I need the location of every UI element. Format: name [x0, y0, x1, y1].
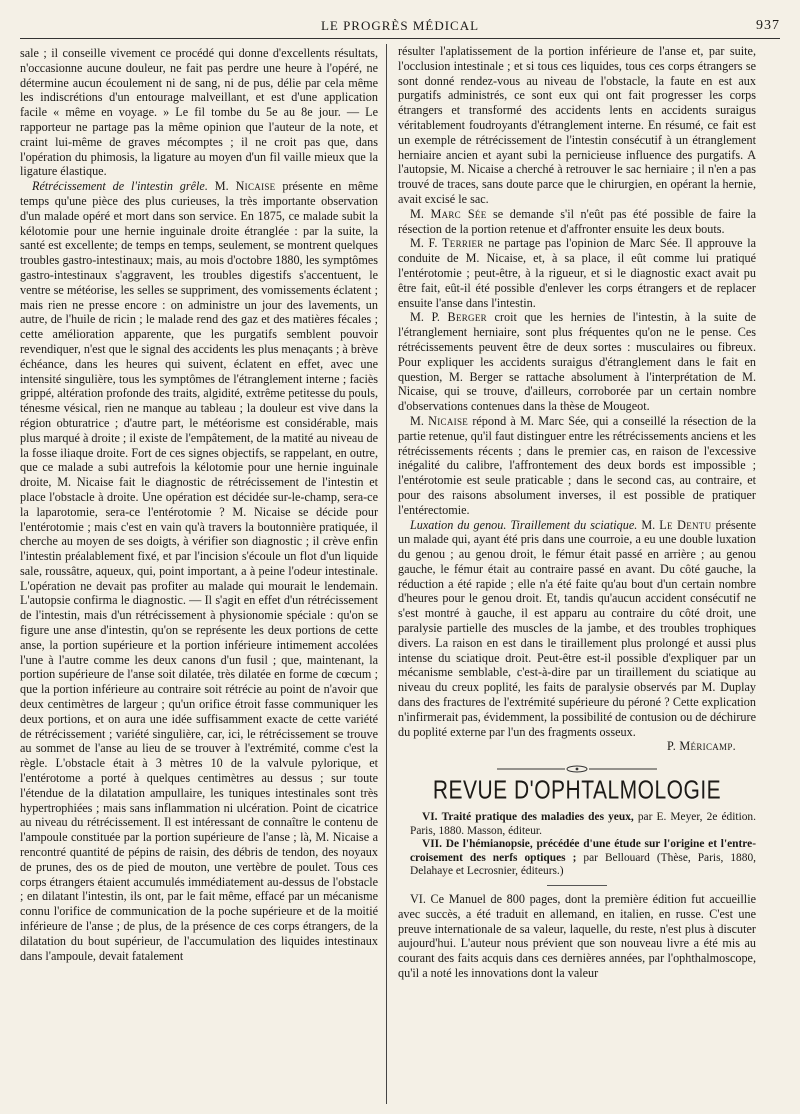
- paragraph-marc-see: [398, 207, 756, 237]
- section-title-luxation: Luxation du genou. Tiraillement du sciatique.: [410, 517, 638, 532]
- paragraph-phimosis: sale ; il conseille vivement ce procédé qui donne d'excellents résultats, n'occasionne aucune douleur, ne fait pas perdre une heure à l'opéré, ne détermine aucun écoulement ni de sang, ni de pus, délie par cela même les indiscrétions d'un entourage malveillant, et est d'une application facile « même en voyage. » Le fil tombe du 5e au 8e jour. — Le rapporteur ne partage pas la même opinion que l'auteur de la note, et craint lui-même de graves mécomptes ; il ne croit pas que, dans l'opération du phimosis, la ligature au moyen d'un fil vaille mieux que la ligature élastique.: [20, 46, 378, 179]
- ornament-rule: [497, 764, 657, 774]
- header-rule: [20, 38, 780, 39]
- journal-title: LE PROGRÈS MÉDICAL: [320, 18, 480, 33]
- running-header: [20, 16, 780, 38]
- speaker-prefix: M. F.: [410, 236, 438, 251]
- paragraph-terrier: [398, 236, 756, 310]
- right-column: [398, 44, 756, 1104]
- bibliography-entry: [398, 811, 756, 838]
- paragraph-retrecissement: [20, 179, 378, 963]
- bibliography-entry: [398, 838, 756, 879]
- column-divider: [386, 44, 387, 1104]
- speaker-prefix: M.: [410, 413, 424, 428]
- separator: [547, 885, 607, 886]
- paragraph-text: croit que les hernies de l'intestin, à la suite de l'étranglement herniaire, sont plus fréquentes qu'on ne le pense. Ces rétrécissements peuvent être de deux sortes : musculaires ou fibreux. Pour expliquer les accidents suraigus d'étranglement dans le fait en question, M. Berger se rattache absolument à l'interprétation de M. Nicaise, qui se trouve, d'ailleurs, corroborée par un certain nombre d'observations contenues dans la thèse de Mougeot.: [398, 310, 756, 414]
- paragraph-text: se demande s'il n'eût pas été possible de faire la résection de la portion retenue et d'affronter ensuite les deux bouts.: [398, 206, 756, 236]
- paragraph-luxation: [398, 518, 756, 740]
- left-column: [20, 46, 378, 1106]
- speaker-name: Nicaise: [428, 413, 469, 428]
- paragraph-continuation: résulter l'aplatissement de la portion inférieure de l'anse et, par suite, l'occlusion intestinale ; et si tous ces liquides, tous ces corps étrangers se sont donné rendez-vous au niveau de l'obstacle, la faute en est aux purgatifs administrés, ce sont eux qui ont fait progresser les corps étrangers et transformé des accidents lents en accidents suraigus véritablement foudroyants d'étranglement interne. En résumé, ce fait est un exemple de rétrécissement de l'intestin consécutif à un étranglement herniaire ancien et ayant subi la pernicieuse influence des purgatifs. A l'autopsie, M. Nicaise a cherché à retrouver le sac herniaire ; il n'en a pas trouvé de traces, sans doute parce que le chirurgien, en opérant la hernie, avait excisé le sac.: [398, 44, 756, 206]
- paragraph-text: présente en même temps qu'une pièce des plus curieuses, la très importante observation d'un malade opéré et mort dans son service. En 1875, ce malade subit la kélotomie pour une hernie inguinale droite étranglée : par la suite, la santé est excellente; de temps en temps, seulement, se montrent quelques troubles gastro-intestinaux; mais, au mois d'octobre 1880, les symptômes gastro-intestinaux s'aggravent, les troubles digestifs s'accentuent, le ventre se météorise, les selles se suppriment, des vomissements éclatent ; mais rien ne presse encore : on administre un jour des lavements, un autre, de l'huile de ricin ; le malade rend des gaz et des matières fécales ; cette amélioration apparente, que les purgatifs semblent pouvoir revendiquer, n'est que le signal des accidents les plus menaçants ; à brève échéance, dans les heures qui suivent, éclatent en effet, avec une intensité singulière, tous les symptômes de l'étranglement interne ; faciès grippé, altération profonde des traits, algidité, extrême petitesse du pouls, ténesme vésical, rien ne manque au tableau ; la douleur est vive dans la région obturatrice ; d'autre part, le météorisme est considérable, mais plus marqué à droite ; il existe de l'empâtement, de la matité au niveau de la fosse iliaque droite. Fort de ces signes objectifs, se rappelant, en outre, que ce malade a subi autrefois la kélotomie pour une hernie inguinale droite, M. Nicaise fait le diagnostic de rétrécissement de l'intestin et place l'obstacle à droite. Une opération est décidée sur-le-champ, sera-ce la laparotomie, sera-ce l'entérotomie ? M. Nicaise se décide pour l'entérotomie ; mais c'est en vain qu'à travers la boutonnière pratiquée, il cherche au moyen de ses doigts, à vérifier son diagnostic ; il crève enfin l'intestin préalablement fixé, et par l'incision s'écoule un flot d'un liquide sale, roussâtre, aqueux, qui, point important, a à peine l'odeur intestinale. L'opération ne devait pas profiter au malade qui mourait le lendemain. L'autopsie confirma le diagnostic. — Il s'agit en effet d'un rétrécissement de l'intestin, mais d'un rétrécissement à physionomie spéciale : qu'on se figure une anse d'intestin, qu'on se représente les deux portions de cette anse, la portion supérieure et la portion inférieure intimement accolées l'une à l'autre comme les deux canons d'un fusil ; que, maintenant, la portion supérieure de l'anse soit dilatée, très dilatée en forme de cœcum ; que la portion inférieure au contraire soit rétrécie au point de n'avoir que deux centimètres de largeur ; qu'un orifice étroit fasse communiquer les deux portions, et on aura une idée suffisamment exacte de cette variété de rétrécissement ; variété singulière, car, ici, le rétrécissement se trouve au sommet de l'anse au lieu de se trouver à l'extrémité, comme c'est la règle. L'obstacle était à 3 mètres 10 de la valvule pylorique, et l'entérotome a porté à quelques centimètres au dessus ; sur toute l'étendue de la dilatation ampullaire, les tuniques intestinales sont très hypertrophiées ; mais sans inflammation ni ulcération. Point de cicatrice au niveau du rétrécissement. Il est intéressant de connaître le contenu de l'ampoule constituée par la portion supérieure de l'anse ; là, M. Nicaise a rencontré quantité de pépins de raisin, des débris de tendon, des noyaux de prunes, des os de pied de mouton, une vertèbre de poulet. Tous ces corps étrangers étaient accumulés immédiatement au-dessus de l'obstacle ; en dilatant l'intestin, ils ont, par le fait même, effacé par un mécanisme connu l'orifice de communication de la poche supérieure et de la moitié inférieure de l'anse ; de plus, de la présence de ces corps étrangers, de la dilatation du bout supérieur, de l'accumulation des liquides intestinaux dans l'ampoule, devait fatalement: [20, 179, 378, 963]
- page-number: 937: [756, 18, 780, 33]
- speaker-prefix: M.: [641, 517, 656, 532]
- paragraph-berger: [398, 310, 756, 414]
- entry-title: De l'hémianopsie, précédée d'une étude sur l'origine et l'entre-croisement des nerfs optiques ;: [410, 838, 756, 864]
- paragraph-text: répond à M. Marc Sée, qui a conseillé la résection de la partie retenue, qu'il faut distinguer entre les rétrécissements anciens et les rétrécissements récents ; dans le premier cas, en raison de l'excessive inégalité du calibre, l'affrontement des deux bords est impossible ; l'entérotomie est seule praticable ; dans le second cas, au contraire, et pour des raisons absolument inverses, il est possible de pratiquer l'entérectomie.: [398, 413, 756, 517]
- speaker-name: Le Dentu: [659, 517, 712, 532]
- speaker-name: Terrier: [442, 236, 484, 251]
- speaker-prefix: M.: [214, 179, 229, 194]
- author-signature: P. Méricamp.: [666, 739, 736, 754]
- section-heading-revue: REVUE D'OPHTALMOLOGIE: [432, 776, 722, 805]
- speaker-name: Nicaise: [235, 179, 276, 194]
- paragraph-review: VI. Ce Manuel de 800 pages, dont la première édition fut accueillie avec succès, a été traduit en allemand, en italien, en russe. C'est une preuve internationale de sa valeur, laquelle, du reste, n'est plus à discuter aujourd'hui. L'auteur nous prévient que son nouveau livre a été mis au courant des faits acquis dans ces dernières années, par l'ophthalmoscope, qu'il a noté les innovations dont la valeur: [398, 892, 756, 980]
- entry-title: Traité pratique des maladies des yeux,: [441, 811, 634, 824]
- paragraph-text: présente un malade qui, ayant été pris dans une courroie, a eu une double luxation du genou ; au genou droit, le fémur était passé en arrière ; au genou gauche, le fémur était au contraire passé en avant. Du côté gauche, la réduction a été rapide ; elle n'a été faite qu'au bout d'un certain nombre d'heures pour le genou droit. Et, tandis qu'aucun accident consécutif ne s'est montré à gauche, il est apparu au contraire du côté droit, une paralysie partielle des muscles de la jambe, et des troubles trophiques divers. La raison en est dans le tiraillement plus prolongé et aussi plus intense du sciatique droit. Peut-être est-il possible d'expliquer par un mécanisme semblable, c'est-à-dire par un tiraillement du sciatique au niveau du creux poplité, les faits de paralysie observés par M. Duplay dans des fractures de l'extrémité supérieure du péroné ? Cette explication n'infirmerait pas, évidemment, la possibilité de contusion ou de déchirure du poplité externe par l'un des fragments osseux.: [398, 517, 756, 739]
- section-title-retrecissement: Rétrécissement de l'intestin grêle.: [32, 179, 208, 194]
- speaker-name: Marc Sée: [430, 206, 487, 221]
- speaker-prefix: M.: [410, 206, 424, 221]
- entry-details: par Bellouard (Thèse, Paris, 1880, Delahaye et Lecrosnier, éditeurs.): [410, 851, 756, 878]
- entry-number: VI.: [422, 811, 438, 824]
- entry-details: par E. Meyer, 2e édition. Paris, 1880. Masson, éditeur.: [410, 811, 756, 837]
- speaker-name: Berger: [447, 310, 487, 325]
- entry-number: VII.: [422, 838, 442, 851]
- speaker-prefix: M. P.: [410, 310, 440, 325]
- paragraph-nicaise-reply: [398, 414, 756, 518]
- paragraph-text: ne partage pas l'opinion de Marc Sée. Il approuve la conduite de M. Nicaise, et, à sa place, il eût comme lui pratiqué l'entérotomie ; peut-être, à la rigueur, et si le diagnostic exact avait pu être fait, eût-il été possible d'enlever les corps étrangers et de replacer ensuite l'anse dans l'intestin.: [398, 236, 756, 310]
